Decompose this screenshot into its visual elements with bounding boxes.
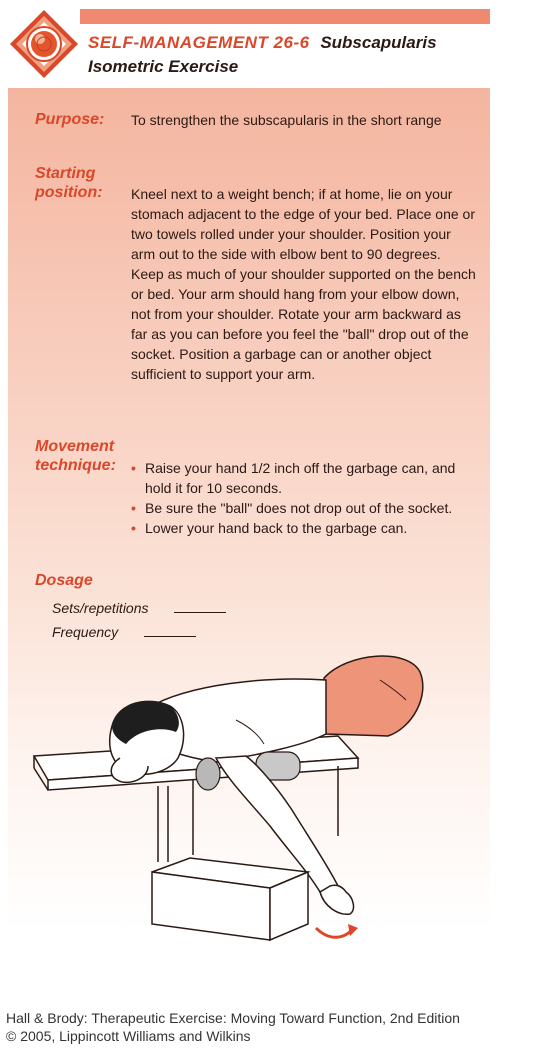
curved-arrow-icon	[316, 928, 352, 937]
hand-shape	[320, 885, 353, 914]
page-subtitle: Isometric Exercise	[88, 57, 239, 76]
header-color-band	[80, 9, 490, 24]
movement-label-line2: technique:	[35, 457, 116, 474]
page-title	[88, 33, 437, 53]
frequency-label: Frequency	[52, 624, 119, 640]
series-number: SELF-MANAGEMENT 26-6	[88, 33, 310, 52]
starting-label-line1: Starting	[35, 165, 96, 182]
starting-position-text: Kneel next to a weight bench; if at home, lie on your stomach adjacent to the edge of your bed. Place one or two towels rolled under your shoulder. Position your arm out to the side with elbow bent to 90 degrees. Keep as much of your shoulder supported on the bench or bed. Your arm should hang from your elbow down, not from your shoulder. Rotate your arm backward as far as you can before you feel the "ball" drop out of the socket. Position a garbage can or another object sufficient to support your arm.	[131, 186, 476, 382]
bullet-icon: •	[131, 500, 136, 516]
frequency-row	[52, 622, 196, 640]
exercise-name: Subscapularis	[320, 33, 437, 52]
self-management-logo-icon	[8, 8, 80, 80]
purpose-label: Purpose:	[35, 111, 105, 128]
towel-roll-end	[196, 758, 220, 790]
movement-list	[131, 458, 476, 538]
sets-row	[52, 598, 226, 616]
sets-label: Sets/repetitions	[52, 600, 149, 616]
frequency-blank-line	[144, 622, 196, 637]
list-item: • Raise your hand 1/2 inch off the garbage can, and hold it for 10 seconds.	[131, 460, 456, 496]
purpose-text: To strengthen the subscapularis in the short range	[131, 112, 442, 128]
arrow-head-icon	[348, 924, 358, 936]
garbage-can-box	[152, 858, 308, 940]
bullet-icon: •	[131, 460, 136, 476]
list-item: • Lower your hand back to the garbage can.	[131, 520, 408, 536]
dosage-label: Dosage	[35, 572, 93, 589]
bullet-icon: •	[131, 520, 136, 536]
footer-copyright: © 2005, Lippincott Williams and Wilkins	[6, 1028, 251, 1044]
footer-citation: Hall & Brody: Therapeutic Exercise: Moving Toward Function, 2nd Edition	[6, 1010, 460, 1026]
movement-label-line1: Movement	[35, 438, 115, 455]
exercise-illustration	[8, 640, 490, 970]
starting-label-line2: position:	[35, 184, 103, 201]
list-item: • Be sure the "ball" does not drop out of the socket.	[131, 500, 453, 516]
sets-blank-line	[174, 598, 226, 613]
shorts-shape	[324, 656, 423, 736]
